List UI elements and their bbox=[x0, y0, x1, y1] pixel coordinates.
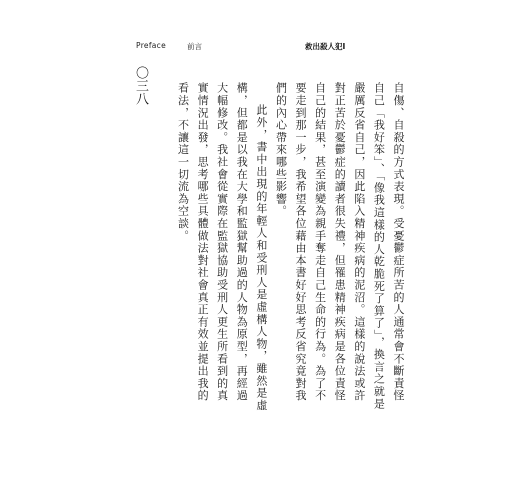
running-header-chapter: 前言 bbox=[187, 42, 202, 51]
body-text bbox=[173, 82, 408, 412]
running-header-section: Preface bbox=[136, 41, 166, 50]
page-number: 〇三八 bbox=[133, 66, 148, 105]
paragraph: 此外，書中出現的年輕人和受刑人是虛構人物，雖然是虛構，但都是以我在大學和監獄幫助過的人物為原型，再經過大幅修改。我社會從實際在監獄協助受刑人更生所看到的真實情況出發，思考哪些具體做法對社會真正有效並提出我的看法，不讓這一切流為空談。 bbox=[176, 82, 268, 412]
running-header-book-title: 救出殺人犯Ⅰ bbox=[305, 42, 346, 51]
paragraph: 自傷、自殺的方式表現。受憂鬱症所苦的人通常會不斷責怪自己「我好笨」、「像我這樣的人乾脆死了算了」，換言之就是嚴厲反省自己，因此陷入精神疾病的泥沼。這樣的說法或許對正苦於憂鬱症的讀者很失禮，但罹患精神疾病是各位責怪自己的結果，甚至演變為親手奪走自己生命的行為。為了不要走到那一步，我希望各位藉由本書好好思考反省究竟對我們的內心帶來哪些影響。 bbox=[274, 82, 405, 410]
